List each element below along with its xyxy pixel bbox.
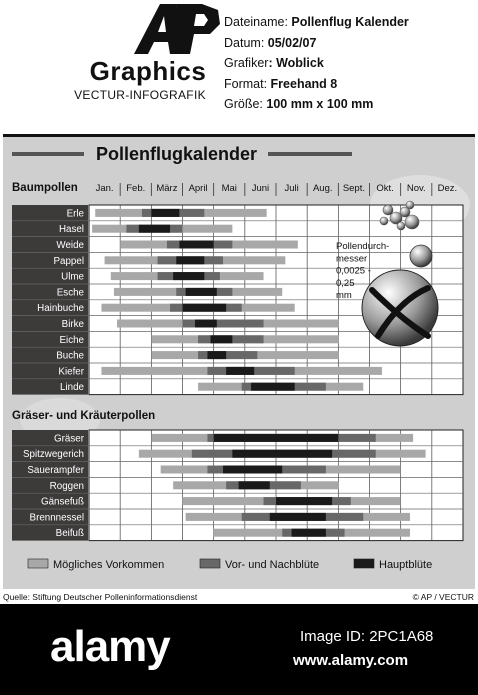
bar-main [270, 513, 326, 521]
bar-main [173, 272, 204, 280]
row-label: Pappel [53, 255, 84, 267]
row-label: Esche [56, 287, 84, 299]
pollen-note: 0,0025 - [336, 265, 371, 277]
row-label: Eiche [59, 334, 84, 346]
row-label: Ulme [61, 271, 84, 283]
group-title: Baumpollen [12, 182, 78, 194]
pollen-grain-small [405, 215, 419, 229]
bar-main [276, 497, 332, 505]
row-label: Birke [61, 319, 84, 330]
bar-main [176, 256, 204, 264]
legend-swatch [200, 559, 220, 568]
bar-main [211, 335, 233, 343]
month-label: Nov. [406, 183, 426, 194]
month-label: Sept. [342, 183, 366, 194]
row-label: Linde [60, 382, 84, 394]
brand-graphics: Graphics [89, 56, 207, 86]
bar-main [186, 288, 217, 296]
month-label: März [156, 183, 178, 194]
bar-main [223, 466, 282, 474]
pollen-note: Pollendurch- [336, 241, 390, 252]
row-label: Spitzwegerich [23, 449, 84, 461]
row-label: Brennnessel [29, 512, 84, 524]
month-label: Dez. [437, 183, 458, 194]
bar-prepost [183, 320, 264, 328]
row-label: Kiefer [58, 366, 84, 378]
legend-label: Mögliches Vorkommen [53, 559, 165, 571]
bar-main [214, 434, 339, 442]
bar-main [207, 351, 226, 359]
month-label: Feb. [126, 183, 146, 194]
row-label: Hainbuche [37, 303, 84, 315]
legend-label: Hauptblüte [379, 559, 433, 571]
row-label: Erle [66, 208, 84, 220]
row-label: Hasel [58, 224, 84, 236]
brand-subtitle: VECTUR-INFOGRAFIK [74, 88, 206, 102]
bar-main [251, 383, 295, 391]
bar-main [151, 209, 179, 217]
row-label: Weide [56, 240, 84, 251]
pollen-note: 0,25 [336, 277, 355, 289]
meta-filename: Dateiname: Pollenflug Kalender [224, 15, 409, 29]
pollen-grain-medium [410, 245, 432, 267]
month-label: April [188, 183, 208, 194]
month-label: Juli [284, 183, 299, 194]
alamy-logo: alamy [50, 622, 170, 671]
month-label: Mai [221, 183, 237, 194]
month-label: Okt. [376, 183, 394, 194]
row-label: Sauerampfer [27, 465, 84, 476]
row-label: Beifuß [55, 528, 84, 540]
legend-swatch [28, 559, 48, 568]
image-id: Image ID: 2PC1A68 [300, 628, 434, 645]
bar-main [226, 367, 254, 375]
bar-main [232, 450, 332, 458]
row-label: Gänsefuß [40, 496, 84, 508]
meta-designer: Grafiker: Woblick [224, 56, 324, 70]
bar-main [239, 481, 270, 489]
bar-main [195, 320, 217, 328]
month-label: Jan. [95, 183, 114, 194]
pollen-note: messer [336, 253, 368, 265]
row-label: Buche [56, 350, 84, 362]
credit-note: © AP / VECTUR [412, 592, 474, 602]
meta-date: Datum: 05/02/07 [224, 35, 317, 50]
meta-format: Format: Freehand 8 [224, 76, 338, 91]
chart-title: Pollenflugkalender [96, 144, 258, 164]
bar-prepost [198, 351, 257, 359]
bar-main [179, 241, 213, 249]
bar-main [139, 225, 170, 233]
source-note: Quelle: Stiftung Deutscher Polleninformationsdienst [3, 592, 198, 602]
pollen-grain-small [383, 205, 393, 215]
bar-main [183, 304, 227, 312]
month-label: Juni [251, 183, 270, 194]
pollen-grain-small [380, 217, 388, 225]
meta-size: Größe: 100 mm x 100 mm [224, 97, 374, 111]
row-label: Gräser [54, 433, 84, 445]
bar-main [292, 529, 326, 537]
pollen-grain-small [406, 201, 414, 209]
pollen-grain-small [397, 222, 405, 230]
legend-label: Vor- und Nachblüte [225, 559, 320, 571]
group-title: Gräser- und Kräuterpollen [12, 410, 156, 422]
alamy-url: www.alamy.com [293, 652, 409, 669]
month-label: Aug. [312, 183, 333, 194]
pollen-note: mm [336, 290, 352, 302]
row-label: Roggen [49, 480, 84, 492]
legend-swatch [354, 559, 374, 568]
